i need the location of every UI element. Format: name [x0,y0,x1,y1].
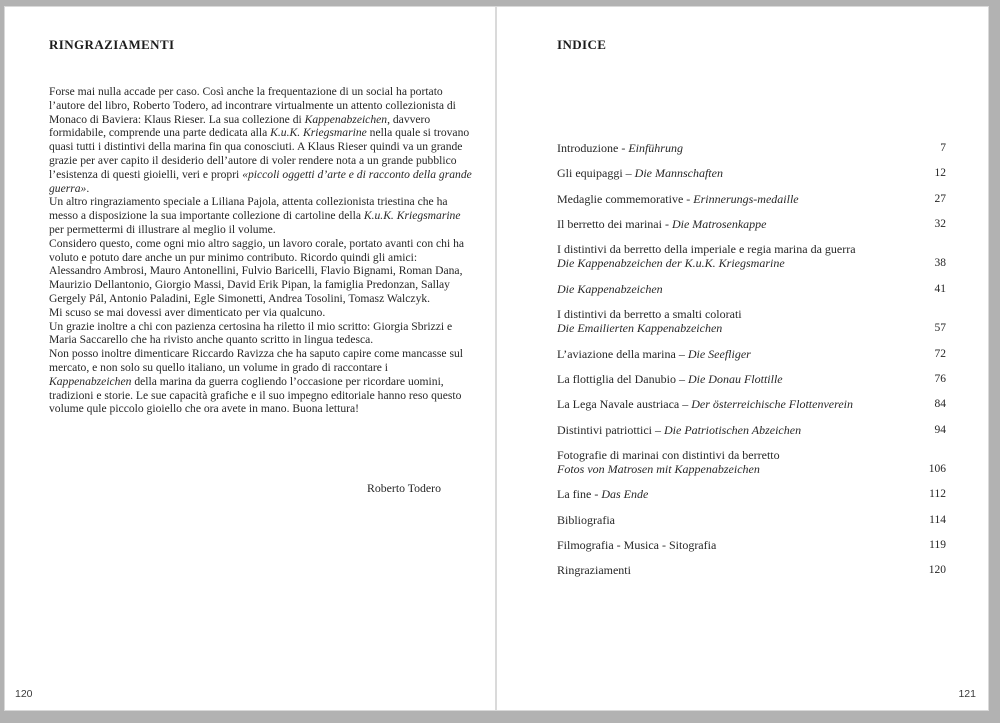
index-title: INDICE [557,37,607,52]
book-spread [5,7,988,710]
toc-entry [557,372,946,386]
toc-entry-line: Introduzione - Einführung [557,141,683,155]
toc-page-number: 114 [929,513,946,526]
author-signature: Roberto Todero [367,481,441,495]
toc-entry-line: Distintivi patriottici – Die Patriotischen Abzeichen [557,422,802,437]
text-line: Non posso inoltre dimenticare Riccardo Ravizza che ha saputo capire come mancasse sul [49,347,464,361]
toc-entry-line: I distintivi da berretto della imperiale e regia marina da guerra [557,242,856,257]
toc-entry [557,242,946,271]
toc-entry-label [557,217,766,231]
text-line: Un altro ringraziamento speciale a Liliana Pajola, attenta collezionista triestina che ha [49,195,448,209]
toc-entry [557,448,946,477]
text-line: mercato, e non solo su quello italiano, un volume in grado di raccontare i [49,360,389,374]
page-number-left: 120 [15,688,33,700]
toc-entry-line: I distintivi da berretto a smalti colorati [557,307,742,322]
text-line: volume qule piccolo gioiello che ora avete in mano. Buona lettura! [49,402,360,416]
toc-entry-line: La Lega Navale austriaca – Der österreichische Flottenverein [557,397,853,412]
toc-page-number: 84 [934,398,946,411]
text-line: l’esistenza di questi gioielli, veri e propri «piccoli oggetti d’arte e di racconto della grande [49,167,472,181]
toc-page-number: 7 [940,142,946,154]
text-line: voluto e potuto dare anche un pur minimo contributo. Ricordo quindi gli amici: [49,250,418,264]
text-line: Maria Saccarello che ha rivisto anche quanto scritto in lingua tedesca. [49,333,374,347]
toc-entry-label [557,487,648,501]
toc-entry-label [557,242,856,271]
toc-entry-line: Fotografie di marinai con distintivi da berretto [557,447,780,462]
toc-entry-label [557,141,683,155]
toc-entry-line: La fine - Das Ende [557,487,649,502]
toc-entry-line: L’aviazione della marina – Die Seefliger [557,346,751,361]
toc-entry [557,307,946,336]
toc-page-number: 32 [934,217,946,230]
toc-page-number: 27 [934,192,946,205]
page-gutter-divider [495,7,497,710]
text-line: Forse mai nulla accade per caso. Così anche la frequentazione di un social ha portato [49,85,443,98]
toc-entry [557,282,946,296]
text-line: tradizioni e storie. Le sue capacità grafiche e il suo impegno editoriale hanno reso questo [49,388,462,402]
text-line: Maurizio Dellantonio, Giorgio Massi, David Erik Pipan, la famiglia Predonzan, Sallay [49,278,450,292]
toc-entry-label [557,166,723,180]
toc-entry-label [557,282,663,296]
text-line: per permettermi di illustrare al meglio il volume. [49,222,276,236]
text-line: Mi scuso se mai dovessi aver dimenticato per via qualcuno. [49,305,326,319]
toc-entry [557,397,946,411]
text-line: Considero questo, come ogni mio altro saggio, un lavoro corale, portato avanti con chi ha [49,236,465,250]
toc-page-number: 72 [934,347,946,360]
text-line: Gergely Pál, Antonio Paladini, Egle Simonetti, Andrea Tosolini, Tomasz Walczyk. [49,291,431,305]
toc-entry-line: Medaglie commemorative - Erinnerungs-medaille [557,191,799,206]
text-line: quasi tutti i distintivi della marina fin qua conosciuti. A Klaus Rieser quindi va un grande [49,140,463,154]
toc-entry-label [557,192,799,206]
acknowledgments-title: RINGRAZIAMENTI [49,37,175,52]
toc-entry-label [557,397,853,411]
toc-entry-label [557,372,783,386]
toc-entry-label [557,347,751,361]
toc-entry-label [557,423,801,437]
toc-entry [557,141,946,155]
text-line: messo a disposizione la sua importante collezione di cartoline della K.u.K. Kriegsmarine [49,209,461,223]
toc-page-number: 57 [934,322,946,335]
toc-page-number: 41 [934,282,946,295]
toc-entry [557,513,946,527]
toc-entry [557,192,946,206]
toc-page-number: 94 [934,423,946,436]
toc-list [557,141,946,589]
page-number-right: 121 [958,688,976,700]
toc-page-number: 76 [934,372,946,385]
toc-entry [557,166,946,180]
toc-page-number: 106 [928,463,946,476]
acknowledgments-text [49,85,472,416]
toc-entry-line: Il berretto dei marinai - Die Matrosenkappe [557,216,767,231]
toc-entry-line: La flottiglia del Danubio – Die Donau Flottille [557,371,783,386]
toc-entry [557,538,946,552]
toc-entry-line: Die Emailierten Kappenabzeichen [557,321,723,336]
toc-entry-line: Ringraziamenti [557,563,631,578]
text-line: Un grazie inoltre a chi con pazienza certosina ha riletto il mio scritto: Giorgia Sbrizzi e [49,319,453,333]
text-line: formidabile, comprende una parte dedicata alla K.u.K. Kriegsmarine nella quale si trovano [49,126,470,140]
toc-entry [557,347,946,361]
toc-entry [557,487,946,501]
toc-entry-label [557,538,716,552]
text-line: guerra». [49,181,90,195]
toc-page-number: 38 [934,257,946,270]
toc-page-number: 12 [934,167,946,180]
text-line: Alessandro Ambrosi, Mauro Antonellini, Fulvio Baricelli, Flavio Bignami, Roman Dana, [49,264,463,278]
toc-entry-line: Die Kappenabzeichen [557,281,663,296]
toc-entry-label [557,513,615,527]
toc-entry-line: Gli equipaggi – Die Mannschaften [557,166,723,181]
toc-entry-label [557,307,742,336]
toc-entry-label [557,563,631,577]
toc-entry-label [557,448,780,477]
toc-entry-line: Bibliografia [557,512,615,527]
toc-entry-line: Die Kappenabzeichen der K.u.K. Kriegsmarine [557,256,785,271]
text-line: grazie per aver capito il desiderio dell’autore di voler rendere nota a un grande pubblico [49,153,457,167]
toc-entry-line: Fotos von Matrosen mit Kappenabzeichen [557,462,760,477]
text-line: Monaco di Baviera: Klaus Rieser. La sua collezione di Kappenabzeichen, davvero [49,112,431,126]
toc-page-number: 112 [929,488,946,501]
toc-page-number: 119 [929,539,946,552]
toc-entry-line: Filmografia - Musica - Sitografia [557,538,717,553]
toc-page-number: 120 [928,564,946,577]
toc-entry [557,423,946,437]
text-line: l’autore del libro, Roberto Todero, ad incontrare virtualmente un attento collezionista di [49,98,456,112]
toc-entry [557,217,946,231]
toc-entry [557,563,946,577]
text-line: Kappenabzeichen della marina da guerra cogliendo l’occasione per ricordare uomini, [49,374,444,388]
